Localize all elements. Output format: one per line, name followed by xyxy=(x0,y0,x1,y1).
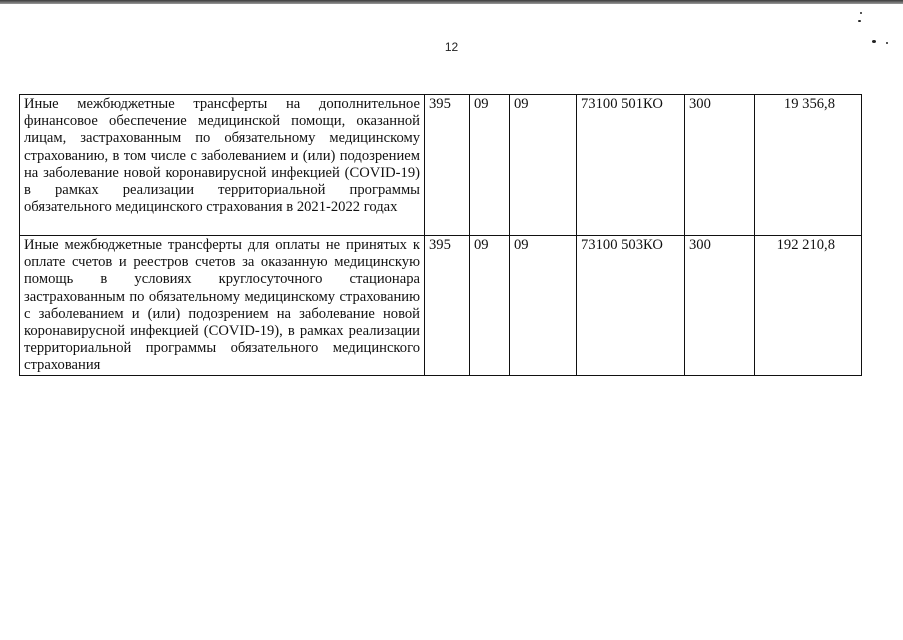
row-subsection: 09 xyxy=(510,95,577,236)
row-code: 395 xyxy=(425,95,470,236)
row-target-article: 73100 503КО xyxy=(577,236,685,376)
row-subsection: 09 xyxy=(510,236,577,376)
row-description: Иные межбюджетные трансферты для оплаты не принятых к оплате счетов и реестров счетов за оказанную медицинскую помощь в условиях круглосуточного стационара застрахованным по обязательному медицинскому страхованию с заболеванием и (или) подозрением на заболевание новой коронавирусной инфекцией (COVID-19), в рамках реализации территориальной программы обязательного медицинского страхования xyxy=(20,236,425,376)
row-expense-type: 300 xyxy=(685,95,755,236)
scan-speck xyxy=(860,12,862,14)
table-row xyxy=(20,236,862,376)
scan-speck xyxy=(858,20,861,22)
row-section: 09 xyxy=(470,236,510,376)
row-description: Иные межбюджетные трансферты на дополнительное финансовое обеспечение медицинской помощи, оказанной лицам, застрахованным по обязательному медицинскому страхованию, в том числе с заболеванием и (или) подозрением на заболевание новой коронавирусной инфекцией (COVID-19) в рамках реализации территориальной программы обязательного медицинского страхования в 2021-2022 годах xyxy=(20,95,425,236)
row-expense-type: 300 xyxy=(685,236,755,376)
row-target-article: 73100 501КО xyxy=(577,95,685,236)
row-amount: 19 356,8 xyxy=(755,95,862,236)
row-code: 395 xyxy=(425,236,470,376)
table-row xyxy=(20,95,862,236)
scan-edge-line xyxy=(0,0,903,4)
row-amount: 192 210,8 xyxy=(755,236,862,376)
budget-table xyxy=(19,94,862,376)
page-number: 12 xyxy=(444,40,459,54)
row-section: 09 xyxy=(470,95,510,236)
